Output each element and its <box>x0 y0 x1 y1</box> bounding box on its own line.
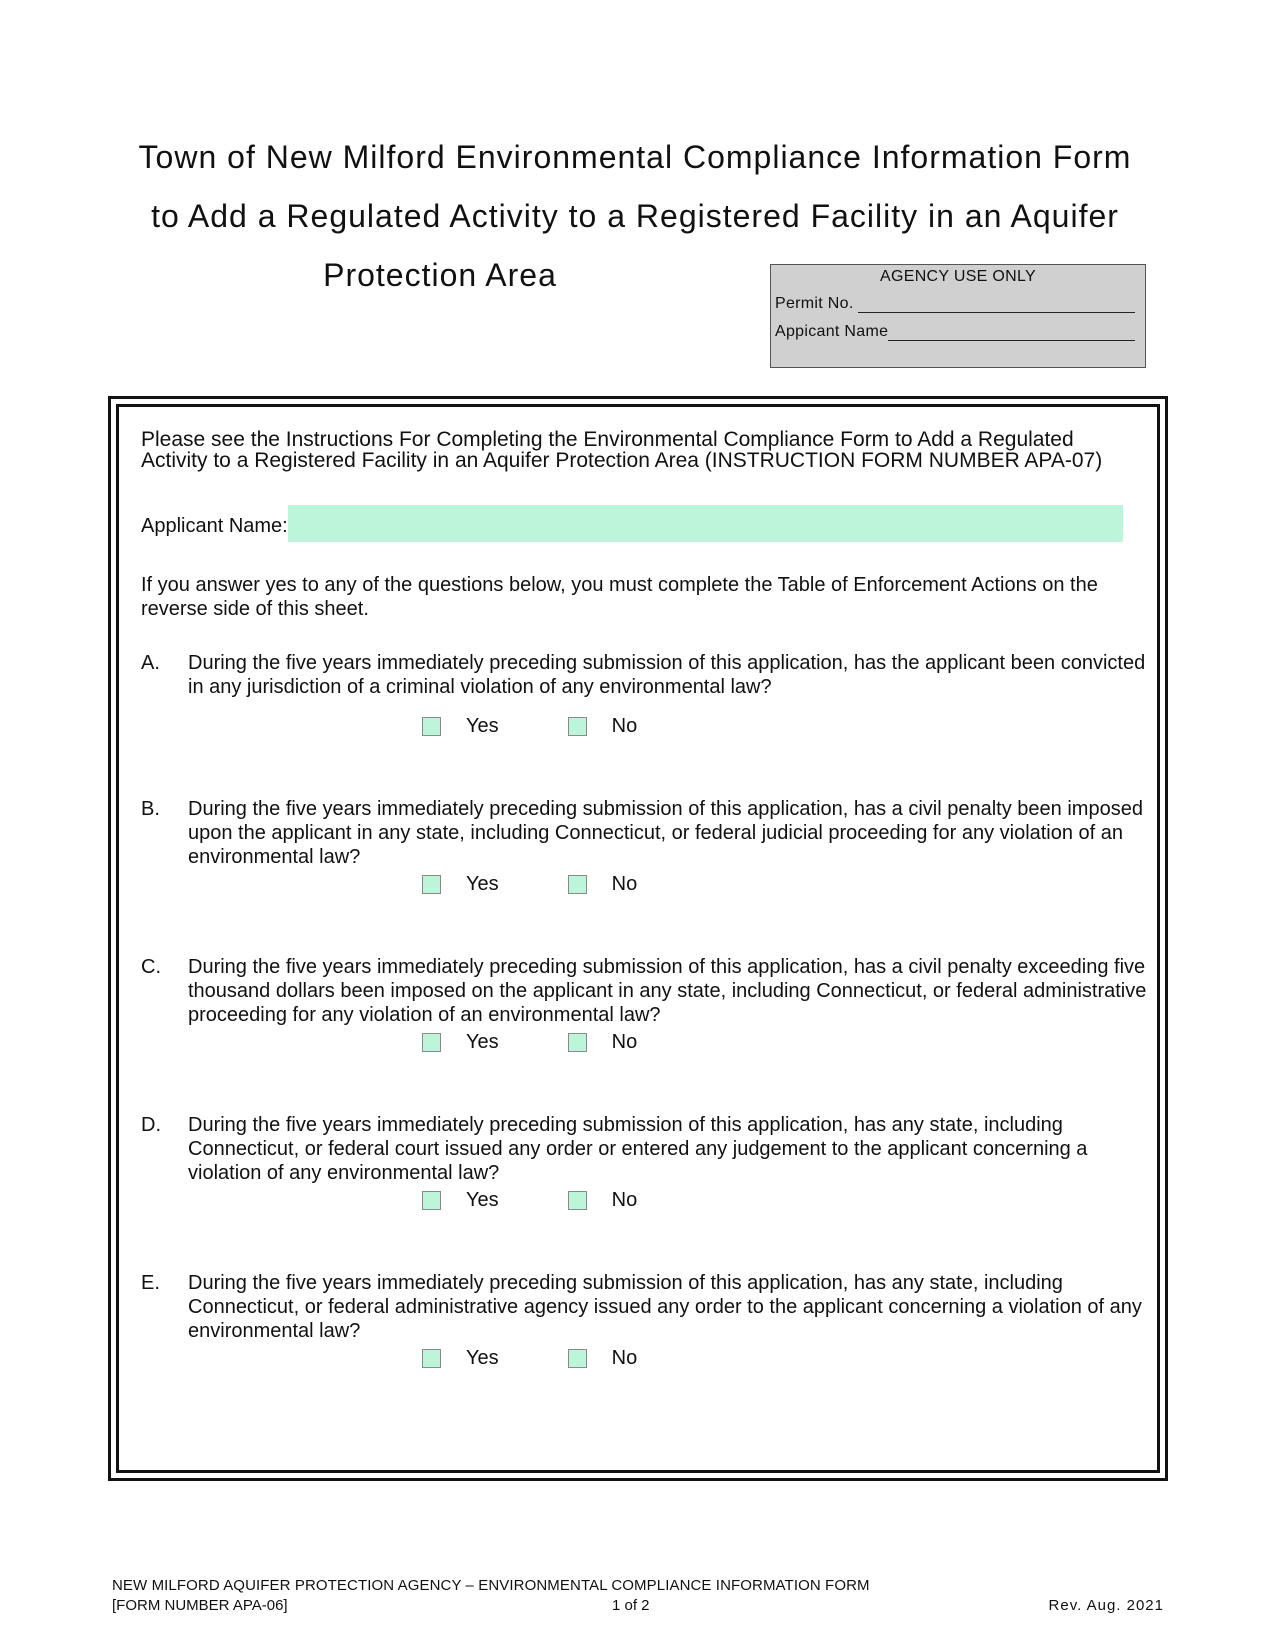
question-text: During the five years immediately preceding submission of this application, has any state, including Connecticut, or federal administrative agency issued any order to the applicant concerning a violation of any environmental law? <box>188 1272 1142 1342</box>
yes-checkbox[interactable] <box>422 1033 441 1052</box>
question-letter: B. <box>141 798 160 820</box>
instructions-text: Please see the Instructions For Completing the Environmental Compliance Form to Add a Regulated Activity to a Registered Facility in an Aquifer Protection Area (INSTRUCTION FORM NUMBER APA-07) <box>141 428 1103 472</box>
answer-options <box>422 1031 637 1054</box>
agency-applicant-label: Appicant Name <box>775 323 889 340</box>
agency-use-only-box <box>770 264 1146 368</box>
no-label: No <box>611 1189 638 1211</box>
no-label: No <box>611 1031 638 1053</box>
agency-applicant-line <box>888 324 1135 341</box>
yes-label: Yes <box>466 1031 499 1053</box>
question-text: During the five years immediately preceding submission of this application, has any state, including Connecticut, or federal court issued any order or entered any judgement to the applicant concerning a violation of any environmental law? <box>188 1114 1088 1184</box>
question-letter: D. <box>141 1114 161 1136</box>
footer <box>112 1576 1172 1616</box>
no-label: No <box>611 1347 638 1369</box>
yes-label: Yes <box>466 1189 499 1211</box>
answer-yes <box>422 715 499 738</box>
agency-box-heading: AGENCY USE ONLY <box>880 268 1036 285</box>
title-line-3: Protection Area <box>323 257 557 293</box>
question-text: During the five years immediately preceding submission of this application, has a civil penalty exceeding five thousand dollars been imposed on the applicant in any state, including Connecticut, or federal administrative proceeding for any violation of an environmental law? <box>188 956 1147 1026</box>
footer-form-number: [FORM NUMBER APA-06] <box>112 1597 288 1614</box>
yes-checkbox[interactable] <box>422 1349 441 1368</box>
yes-checkbox[interactable] <box>422 1191 441 1210</box>
question-letter: E. <box>141 1272 160 1294</box>
agency-applicant-row <box>771 323 1145 341</box>
no-label: No <box>611 715 638 737</box>
no-checkbox[interactable] <box>568 1349 587 1368</box>
answer-yes <box>422 1347 499 1370</box>
yes-checkbox[interactable] <box>422 717 441 736</box>
question-text: During the five years immediately preceding submission of this application, has a civil penalty been imposed upon the applicant in any state, including Connecticut, or federal judicial proceeding for any violation of an environmental law? <box>188 798 1143 868</box>
answer-no <box>568 1347 638 1370</box>
no-label: No <box>611 873 638 895</box>
form-body <box>116 404 1160 1473</box>
form-frame <box>108 396 1168 1481</box>
question-text: During the five years immediately preceding submission of this application, has the applicant been convicted in any jurisdiction of a criminal violation of any environmental law? <box>188 652 1146 698</box>
applicant-name-input[interactable] <box>288 505 1123 542</box>
answer-no <box>568 1189 638 1212</box>
answer-yes <box>422 1031 499 1054</box>
answer-yes <box>422 1189 499 1212</box>
permit-label: Permit No. <box>775 295 854 312</box>
permit-row <box>771 295 1145 313</box>
yes-label: Yes <box>466 873 499 895</box>
applicant-name-label: Applicant Name: <box>141 515 288 537</box>
answer-no <box>568 715 638 738</box>
yes-label: Yes <box>466 1347 499 1369</box>
footer-revision: Rev. Aug. 2021 <box>1048 1597 1164 1614</box>
answer-no <box>568 1031 638 1054</box>
no-checkbox[interactable] <box>568 1191 587 1210</box>
footer-page-number: 1 of 2 <box>612 1597 650 1614</box>
no-checkbox[interactable] <box>568 875 587 894</box>
title-line-1: Town of New Milford Environmental Compliance Information Form <box>138 139 1132 175</box>
permit-line <box>858 296 1135 313</box>
question-letter: A. <box>141 652 160 674</box>
answer-options <box>422 715 637 738</box>
footer-agency-line: NEW MILFORD AQUIFER PROTECTION AGENCY – ENVIRONMENTAL COMPLIANCE INFORMATION FORM <box>112 1577 870 1594</box>
answer-yes <box>422 873 499 896</box>
answer-options <box>422 1347 637 1370</box>
answer-no <box>568 873 638 896</box>
yes-label: Yes <box>466 715 499 737</box>
no-checkbox[interactable] <box>568 1033 587 1052</box>
answer-options <box>422 1189 637 1212</box>
answer-options <box>422 873 637 896</box>
no-checkbox[interactable] <box>568 717 587 736</box>
enforcement-note: If you answer yes to any of the questions below, you must complete the Table of Enforcement Actions on the reverse side of this sheet. <box>141 574 1098 620</box>
yes-checkbox[interactable] <box>422 875 441 894</box>
title-line-2: to Add a Regulated Activity to a Registered Facility in an Aquifer <box>151 198 1119 234</box>
question-letter: C. <box>141 956 161 978</box>
